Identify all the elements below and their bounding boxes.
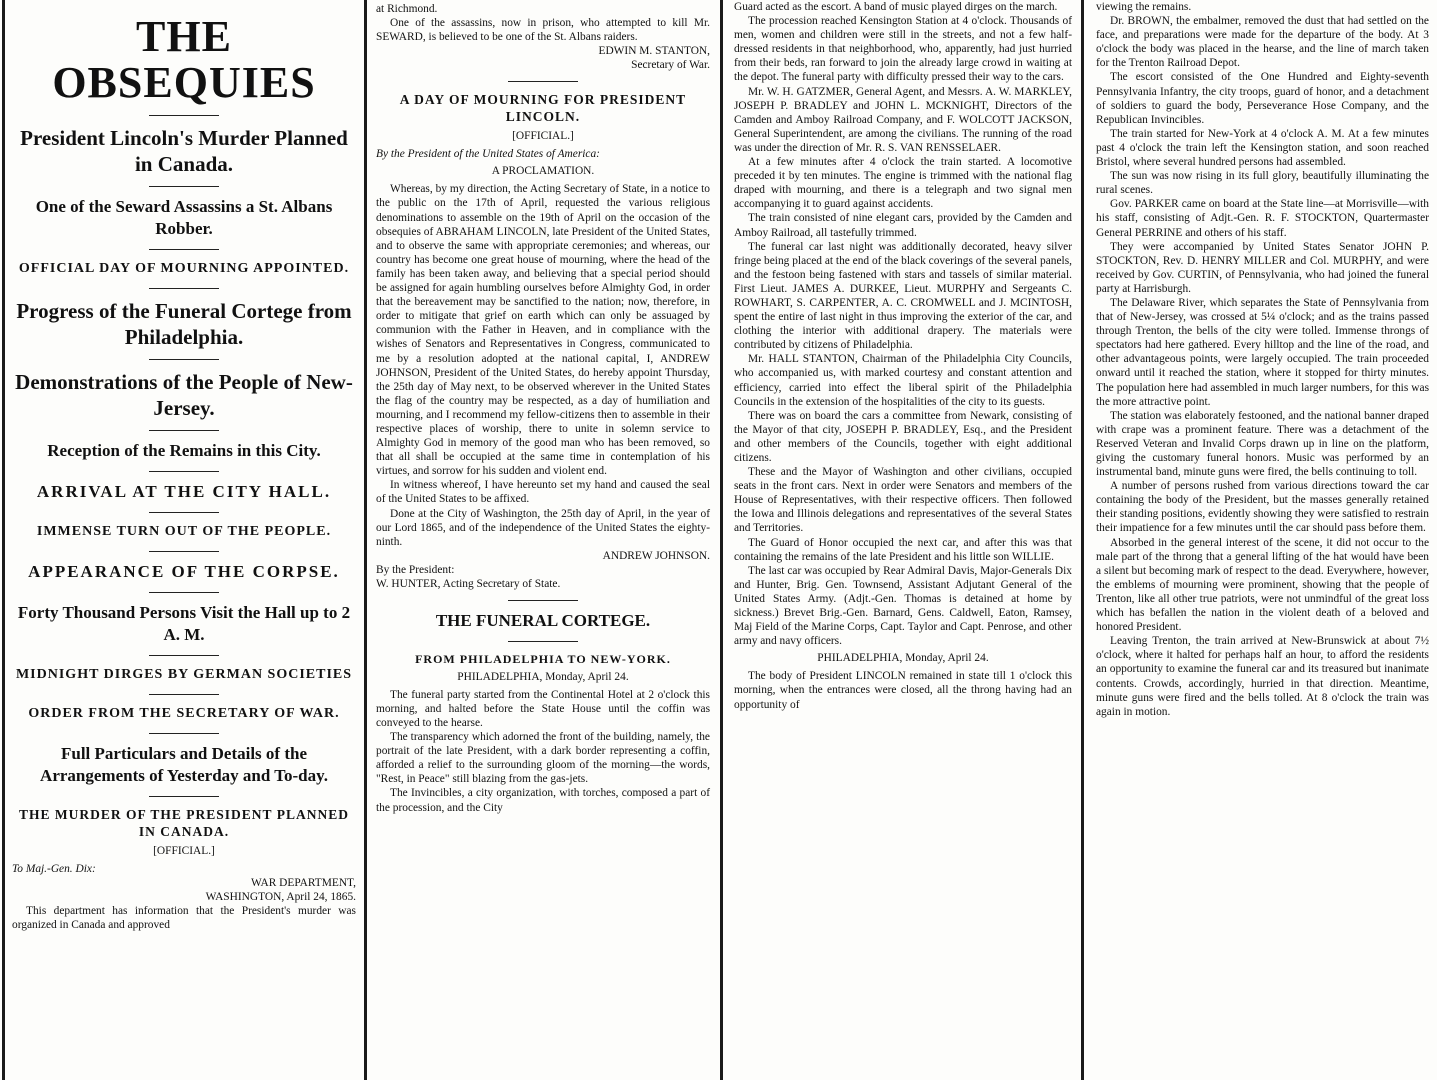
article-paragraph: Leaving Trenton, the train arrived at New-Brunswick at about 7½ o'clock, where it halted for perhaps half an hour, to afford the residents an opportunity to examine the funeral car and its treasured but inanimate contents. Crowds, accordingly, hurried in that direction. Meantime, minute guns were fired and the bells tolled. At 8 o'clock the train was again in motion. [1096, 635, 1429, 718]
article-paragraph: Dr. BROWN, the embalmer, removed the dust that had settled on the face, and preparations were made for the departure of the body. At 3 o'clock the body was placed in the hearse, and the line of march taken for the Trenton Railroad Depot. [1096, 15, 1429, 70]
column-2 [366, 0, 718, 1080]
section-headline: A DAY OF MOURNING FOR PRESIDENT LINCOLN. [399, 92, 687, 125]
deck-headline: MIDNIGHT DIRGES BY GERMAN SOCIETIES [15, 667, 353, 682]
article-paragraph: They were accompanied by United States Senator JOHN P. STOCKTON, Rev. D. HENRY MILLER and Col. MURPHY, and were received by Gov. CURTIN, of Pennsylvania, who had joined the funeral party at Harrisburgh. [1096, 240, 1429, 295]
byline: By the President of the United States of America: [376, 148, 600, 161]
deck-headline: Forty Thousand Persons Visit the Hall up to 2 A. M. [17, 603, 351, 644]
column-3 [724, 0, 1080, 1080]
article-paragraph: Done at the City of Washington, the 25th day of April, in the year of our Lord 1865, and of the independence of the United States the eighty-ninth. [376, 507, 710, 548]
deck-headline: Full Particulars and Details of the Arrangements of Yesterday and To-day. [40, 744, 328, 785]
divider [149, 592, 219, 593]
divider [149, 733, 219, 734]
article-paragraph: The last car was occupied by Rear Admiral Davis, Major-Generals Dix and Hunter, Brig. Gen. Townsend, Assistant Adjutant General of the United States Army. (Adjt.-Gen. Thomas is detained at home by sickness.) Brevet Brig.-Gen. Barnard, Gens. Caldwell, Eaton, Ramsey, Maj Field of the Marine Corps, Capt. Taylor and Capt. Penrose, and other army and navy officers. [734, 564, 1072, 648]
signature-name: EDWIN M. STANTON, [598, 45, 710, 58]
article-paragraph: The funeral car last night was additionally decorated, heavy silver fringe being placed at the end of the black coverings of the several panels, and the festoon being fastened with stars and tassels of similar material. First Lieut. JAMES A. DURKEE, Lieut. MURPHY and Sergeants C. ROWHART, S. CARPENTER, A. C. CROMWELL and J. MCINTOSH, spent the entire of last night in thus improving the exterior of the car, and clothing the interior with additional drapery. The materials were contributed by citizens of Philadelphia. [734, 240, 1072, 352]
divider [508, 641, 578, 642]
article-paragraph: Whereas, by my direction, the Acting Secretary of State, in a notice to the public on the 17th of April, requested the various religious denominations to assemble on the 19th of April on the occasion of the obsequies of ABRAHAM LINCOLN, late President of the United States, and to observe the same with appropriate ceremonies; and whereas, our country has become one great house of mourning, where the head of the family has been taken away, and believing that a special period should be assigned for again humbling ourselves before Almighty God, in order that the bereavement may be sanctified to the nation; now, therefore, in order to mitigate that grief on earth which can only be assuaged by communion with the Father in Heaven, and in compliance with the wishes of Senators and Representatives in Congress, communicated to me by a resolution adopted at the national capital, I, ANDREW JOHNSON, President of the United States, do hereby appoint Thursday, the 25th day of May next, to be observed wherever in the United States the flag of the country may be respected, as a day of humiliation and mourning, and I recommend my fellow-citizens then to assemble in their respective places of worship, there to unite in solemn service to Almighty God in memory of the good man who has been removed, so that all shall be occupied at the same time in contemplation of his virtues, and sorrow for his sudden and violent end. [376, 183, 710, 478]
article-paragraph: viewing the remains. [1096, 1, 1192, 13]
official-label: [OFFICIAL.] [512, 130, 574, 143]
signature-title: Secretary of War. [631, 59, 710, 72]
deck-headline: Demonstrations of the People of New-Jersey. [15, 370, 353, 420]
article-paragraph: The funeral party started from the Continental Hotel at 2 o'clock this morning, and halted before the State House until the coffin was conveyed to the hearse. [376, 688, 710, 729]
article-paragraph: The Invincibles, a city organization, with torches, composed a part of the procession, and the City [376, 787, 710, 814]
deck-headline: Progress of the Funeral Cortege from Philadelphia. [16, 299, 352, 349]
masthead-title: THE OBSEQUIES [52, 12, 316, 107]
dateline: WASHINGTON, April 24, 1865. [205, 891, 356, 904]
article-paragraph: At a few minutes after 4 o'clock the train started. A locomotive preceded it by ten minutes. The engine is trimmed with the national flag draped with mourning, and there is a telegraph and two signal men accompanying it to guard against accidents. [734, 156, 1072, 211]
deck-headline: One of the Seward Assassins a St. Albans Robber. [35, 197, 333, 238]
article-paragraph: This department has information that the President's murder was organized in Canada and approved [12, 905, 356, 932]
deck-headline: ORDER FROM THE SECRETARY OF WAR. [28, 706, 340, 721]
deck-headline: President Lincoln's Murder Planned in Canada. [20, 126, 348, 176]
divider [149, 359, 219, 360]
signature-name: ANDREW JOHNSON. [602, 549, 710, 562]
deck-headline: OFFICIAL DAY OF MOURNING APPOINTED. [18, 261, 350, 276]
article-paragraph: A number of persons rushed from various directions toward the car containing the body of the President, but the masses generally retained their standing positions, evidently showing they were satisfied to restrain their impatience for a few minutes until the car should pass before them. [1096, 480, 1429, 535]
signature-label: By the President: [376, 563, 455, 576]
divider [508, 600, 578, 601]
divider [149, 288, 219, 289]
dateline: PHILADELPHIA, Monday, April 24. [817, 652, 989, 665]
article-paragraph: The train started for New-York at 4 o'clock A. M. At a few minutes past 4 o'clock the train left the Kensington station, and soon reached Bristol, where several hundred persons had assembled. [1096, 127, 1429, 169]
deck-headline: IMMENSE TURN OUT OF THE PEOPLE. [36, 524, 332, 539]
article-paragraph: The body of President LINCOLN remained in state till 1 o'clock this morning, when the entrances were closed, all the throng having had an opportunity of [734, 670, 1072, 711]
divider [508, 81, 578, 82]
article-paragraph: Mr. HALL STANTON, Chairman of the Philadelphia City Councils, who accompanied us, with marked courtesy and constant attention and efficiency, carried into effect the liberal spirit of the Philadelphia Councils in the extension of the hospitalities of the city to its guests. [734, 353, 1072, 408]
official-label: [OFFICIAL.] [153, 845, 215, 857]
article-paragraph: In witness whereof, I have hereunto set my hand and caused the seal of the United States to be affixed. [376, 479, 710, 506]
article-paragraph: The transparency which adorned the front of the building, namely, the portrait of the late President, with a dark border representing a coffin, afforded a relief to the surrounding gloom of the morning—the words, "Rest, in Peace" still blazing from the gas-jets. [376, 731, 710, 786]
article-paragraph: The sun was now rising in its full glory, beautifully illuminating the rural scenes. [1096, 170, 1429, 197]
deck-headline: APPEARANCE OF THE CORPSE. [28, 562, 340, 581]
section-headline: THE FUNERAL CORTEGE. [435, 610, 651, 630]
article-paragraph: Mr. W. H. GATZMER, General Agent, and Messrs. A. W. MARKLEY, JOSEPH P. BRADLEY and JOHN L. MCKNIGHT, Directors of the Camden and Amboy Railroad Company, and F. WOLCOTT JACKSON, General Superintendent, are among the civilians. The running of the road was under the direction of Mr. R. S. VAN RENSSELAER. [734, 85, 1072, 154]
divider [149, 430, 219, 431]
divider [149, 551, 219, 552]
article-paragraph: There was on board the cars a committee from Newark, consisting of the Mayor of that city, JOSEPH P. BRADLEY, Esq., and the President and other members of the Councils, together with eight additional citizens. [734, 409, 1072, 464]
article-paragraph: These and the Mayor of Washington and other civilians, occupied seats in the front cars. Next in order were Senators and members of the House of Representatives, with their respective officers. Then followed the Iowa and Illinois delegations and representatives of the several States and Territories. [734, 466, 1072, 535]
column-rule [1081, 0, 1084, 1080]
dateline: PHILADELPHIA, Monday, April 24. [457, 670, 629, 683]
section-headline: THE MURDER OF THE PRESIDENT PLANNED IN CANADA. [19, 807, 349, 839]
article-paragraph: Absorbed in the general interest of the scene, it did not occur to the male part of the throng that a general lifting of the hat would have been a silent but becoming mark of respect to the dead. Everywhere, however, the emblems of mourning were prominent, showing that the people of Trenton, like all other true patriots, were not unmindful of the great loss which has befallen the nation in the violent death of a beloved and honored President. [1096, 536, 1429, 634]
divider [149, 796, 219, 797]
signature-name: W. HUNTER, Acting Secretary of State. [376, 577, 561, 590]
deck-headline: ARRIVAL AT THE CITY HALL. [36, 482, 332, 501]
column-4 [1086, 0, 1437, 1080]
divider [149, 694, 219, 695]
article-paragraph: Guard acted as the escort. A band of music played dirges on the march. [734, 1, 1058, 13]
divider [149, 186, 219, 187]
article-paragraph: The procession reached Kensington Station at 4 o'clock. Thousands of men, women and children were still in the streets, and not a few half-dressed residents in that neighborhood, who, apparently, had just hurried from their beds, ran forward to join the already large crowd in waiting at the depot. The funeral party with difficulty pressed their way to the cars. [734, 15, 1072, 84]
article-paragraph: The Delaware River, which separates the State of Pennsylvania from that of New-Jersey, was crossed at 5¼ o'clock; and as the trains passed through Trenton, the bells of the city were tolled. Immense throngs of spectators had here gathered. Every hilltop and the line of the road, and other advantageous points, were largely occupied. The train proceeded onward until it reached the station, where it stopped for thirty minutes. The population here had assembled in much larger numbers, for this was the more attractive point. [1096, 296, 1429, 408]
divider [149, 115, 219, 116]
deck-headline: Reception of the Remains in this City. [47, 441, 321, 460]
column-rule [720, 0, 723, 1080]
article-paragraph: The Guard of Honor occupied the next car, and after this was that containing the remains of the late President and his little son WILLIE. [734, 536, 1072, 563]
article-paragraph: One of the assassins, now in prison, who attempted to kill Mr. SEWARD, is believed to be one of the St. Albans raiders. [376, 17, 710, 44]
divider [149, 249, 219, 250]
article-paragraph: The station was elaborately festooned, and the national banner draped with crape was a prominent feature. There was a detachment of the Reserved Veteran and Invalid Corps drawn up in line on the platform, giving the customary funeral honors. Music was performed by an instrumental band, minute guns were fired, the bells continuing to toll. [1096, 409, 1429, 479]
divider [149, 655, 219, 656]
dateline: WAR DEPARTMENT, [251, 877, 356, 890]
article-paragraph: Gov. PARKER came on board at the State line—at Morrisville—with his staff, consisting of Adjt.-Gen. R. F. STOCKTON, Quartermaster General PERRINE and others of his staff. [1096, 198, 1429, 239]
article-paragraph: at Richmond. [376, 3, 438, 15]
column-1 [0, 0, 364, 1080]
addressee: To Maj.-Gen. Dix: [12, 863, 96, 875]
divider [149, 512, 219, 513]
proclamation-title: A PROCLAMATION. [491, 165, 595, 178]
article-paragraph: The escort consisted of the One Hundred and Eighty-seventh Pennsylvania Infantry, the city troops, guard of honor, and a detachment of soldiers to guard the body, Perseverance Hose Company, and the Republican Invincibles. [1096, 71, 1429, 126]
divider [149, 471, 219, 472]
article-paragraph: The train consisted of nine elegant cars, provided by the Camden and Amboy Railroad, all tastefully trimmed. [734, 212, 1072, 239]
section-subheadline: FROM PHILADELPHIA TO NEW-YORK. [415, 651, 671, 666]
